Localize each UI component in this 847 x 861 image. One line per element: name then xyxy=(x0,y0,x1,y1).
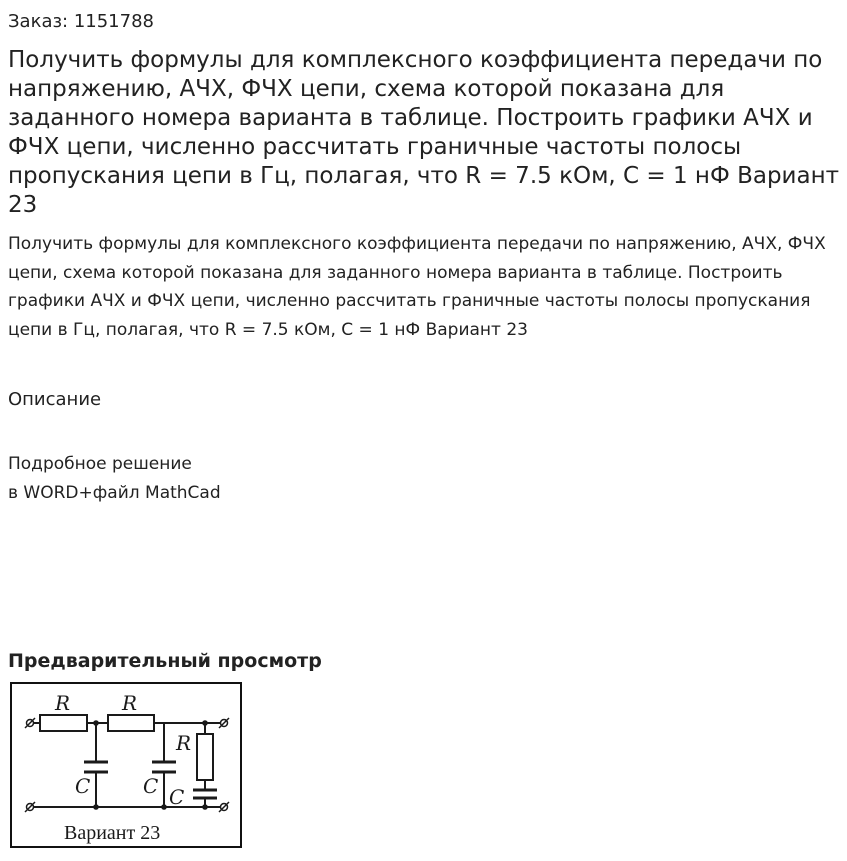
label-c1: C xyxy=(75,774,91,798)
junction-c1-bottom xyxy=(93,804,99,810)
junction-c1-top xyxy=(93,720,99,726)
label-c2: C xyxy=(143,774,159,798)
task-description: Получить формулы для комплексного коэффициента передачи по напряжению, АЧХ, ФЧХ цепи, схема которой показана для заданного номера варианта в таблице. Построить графики АЧХ и ФЧХ цепи, численно рассчитать граничные частоты полосы пропускания цепи в Гц, полагая, что R = 7.5 кОм, C = 1 нФ Вариант 23 xyxy=(8,234,826,340)
resistor-r3 xyxy=(197,734,213,780)
preview-heading: Предварительный просмотр xyxy=(8,650,322,672)
label-c3: C xyxy=(169,785,185,809)
junction-r3-bottom xyxy=(202,804,208,810)
preview-image xyxy=(10,682,242,848)
resistor-r2 xyxy=(108,715,154,731)
junction-c2-bottom xyxy=(161,804,167,810)
label-r2: R xyxy=(122,691,138,715)
description-heading: Описание xyxy=(8,389,102,410)
page-title: Получить формулы для комплексного коэффициента передачи по напряжению, АЧХ, ФЧХ цепи, схема которой показана для заданного номера варианта в таблице. Построить графики АЧХ и ФЧХ цепи, численно рассчитать граничные частоты полосы пропускания цепи в Гц, полагая, что R = 7.5 кОм, C = 1 нФ Вариант 23 xyxy=(8,47,840,218)
solution-line-2: в WORD+файл MathCad xyxy=(8,483,221,503)
label-r1: R xyxy=(55,691,71,715)
label-r3: R xyxy=(176,731,192,755)
solution-info xyxy=(8,450,221,508)
variant-caption: Вариант 23 xyxy=(64,822,161,844)
resistor-r1 xyxy=(40,715,87,731)
solution-line-1: Подробное решение xyxy=(8,454,192,474)
circuit-diagram xyxy=(12,684,240,846)
junction-r3-top xyxy=(202,720,208,726)
order-number: Заказ: 1151788 xyxy=(8,11,154,32)
